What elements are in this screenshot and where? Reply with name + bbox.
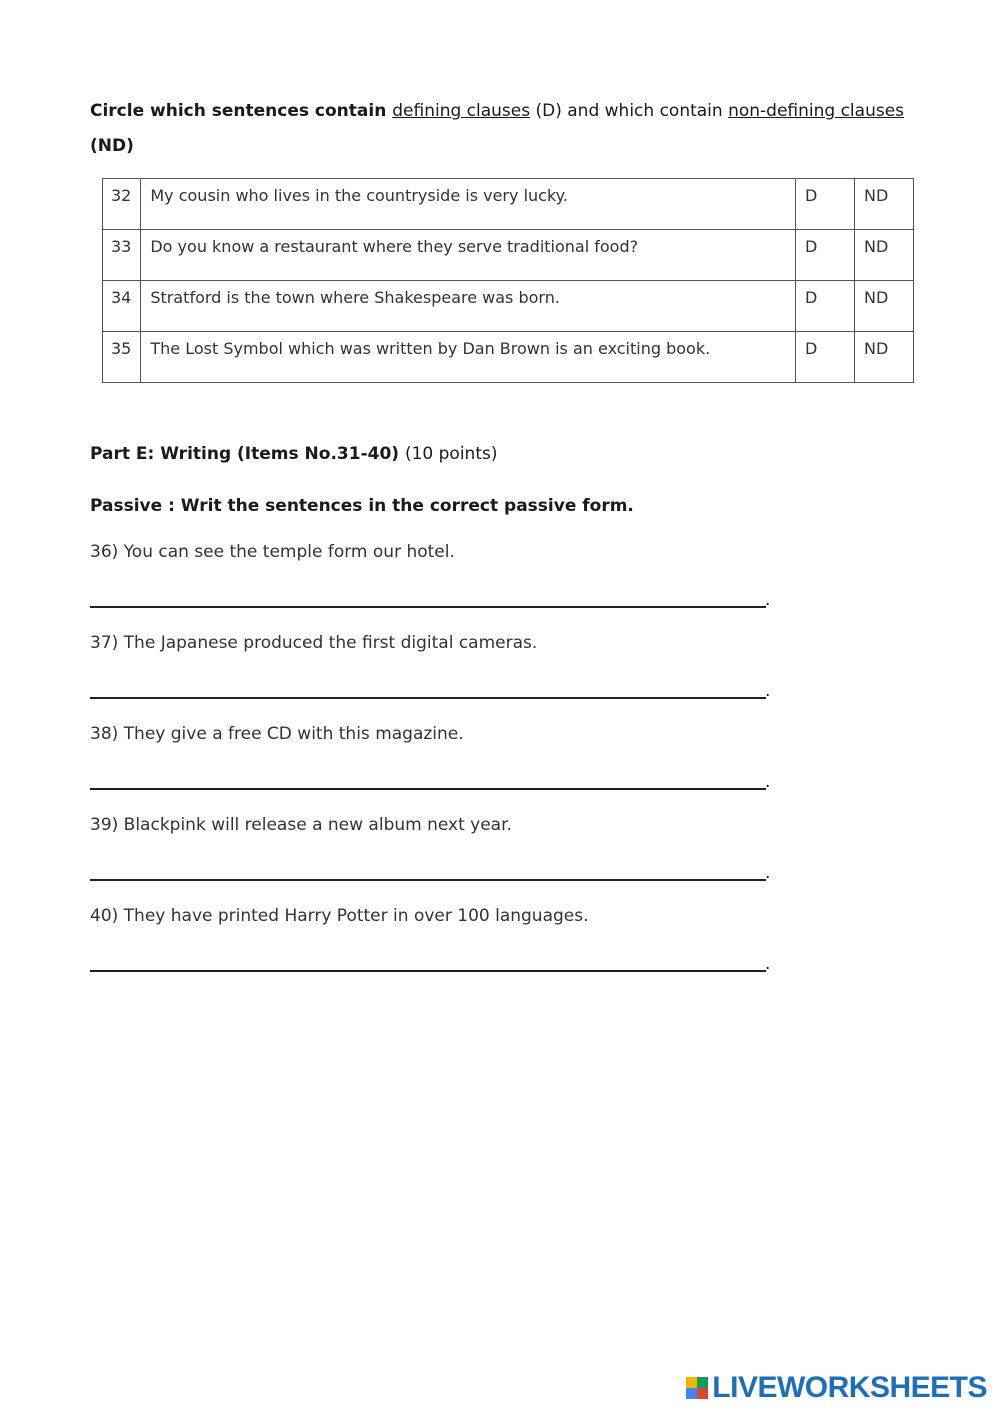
answer-line-38[interactable] [90, 788, 766, 790]
table-row [103, 179, 914, 230]
option-d[interactable]: D [796, 179, 855, 230]
clauses-table [102, 178, 914, 383]
answer-line-36[interactable] [90, 606, 766, 608]
answer-line-37[interactable] [90, 697, 766, 699]
table-row [103, 230, 914, 281]
option-nd[interactable]: ND [855, 230, 914, 281]
option-nd[interactable]: ND [855, 179, 914, 230]
sentence: My cousin who lives in the countryside is very lucky. [141, 179, 796, 230]
option-nd[interactable]: ND [855, 332, 914, 383]
item-number: 35 [103, 332, 141, 383]
sentence: Do you know a restaurant where they serve traditional food? [141, 230, 796, 281]
item-number: 32 [103, 179, 141, 230]
answer-period: . [765, 772, 771, 792]
question-36: 36) You can see the temple form our hotel. [90, 542, 455, 562]
answer-period: . [765, 681, 771, 701]
sentence: The Lost Symbol which was written by Dan Brown is an exciting book. [141, 332, 796, 383]
part-e-heading: Part E: Writing (Items No.31-40) (10 points) [90, 444, 498, 464]
passive-instructions: Passive : Writ the sentences in the correct passive form. [90, 496, 634, 516]
question-40: 40) They have printed Harry Potter in over 100 languages. [90, 906, 589, 926]
answer-line-39[interactable] [90, 879, 766, 881]
non-defining-clauses-link: non-defining clauses [728, 101, 905, 121]
defining-clauses-link: defining clauses [392, 101, 531, 121]
item-number: 33 [103, 230, 141, 281]
item-number: 34 [103, 281, 141, 332]
option-d[interactable]: D [796, 332, 855, 383]
table-row [103, 332, 914, 383]
question-37: 37) The Japanese produced the first digital cameras. [90, 633, 538, 653]
answer-period: . [765, 590, 771, 610]
option-d[interactable]: D [796, 281, 855, 332]
answer-line-40[interactable] [90, 970, 766, 972]
table-row [103, 281, 914, 332]
question-39: 39) Blackpink will release a new album next year. [90, 815, 512, 835]
logo-mark-icon [686, 1377, 708, 1399]
answer-period: . [765, 863, 771, 883]
part-e-points: (10 points) [404, 444, 498, 464]
liveworksheets-logo[interactable] [686, 1370, 987, 1406]
option-nd[interactable]: ND [855, 281, 914, 332]
instructions: Circle which sentences contain defining clauses (D) and which contain non-defining clauses (ND) [90, 101, 905, 156]
sentence: Stratford is the town where Shakespeare was born. [141, 281, 796, 332]
question-38: 38) They give a free CD with this magazine. [90, 724, 464, 744]
option-d[interactable]: D [796, 230, 855, 281]
answer-period: . [765, 954, 771, 974]
brand-name: LIVEWORKSHEETS [712, 1371, 987, 1404]
